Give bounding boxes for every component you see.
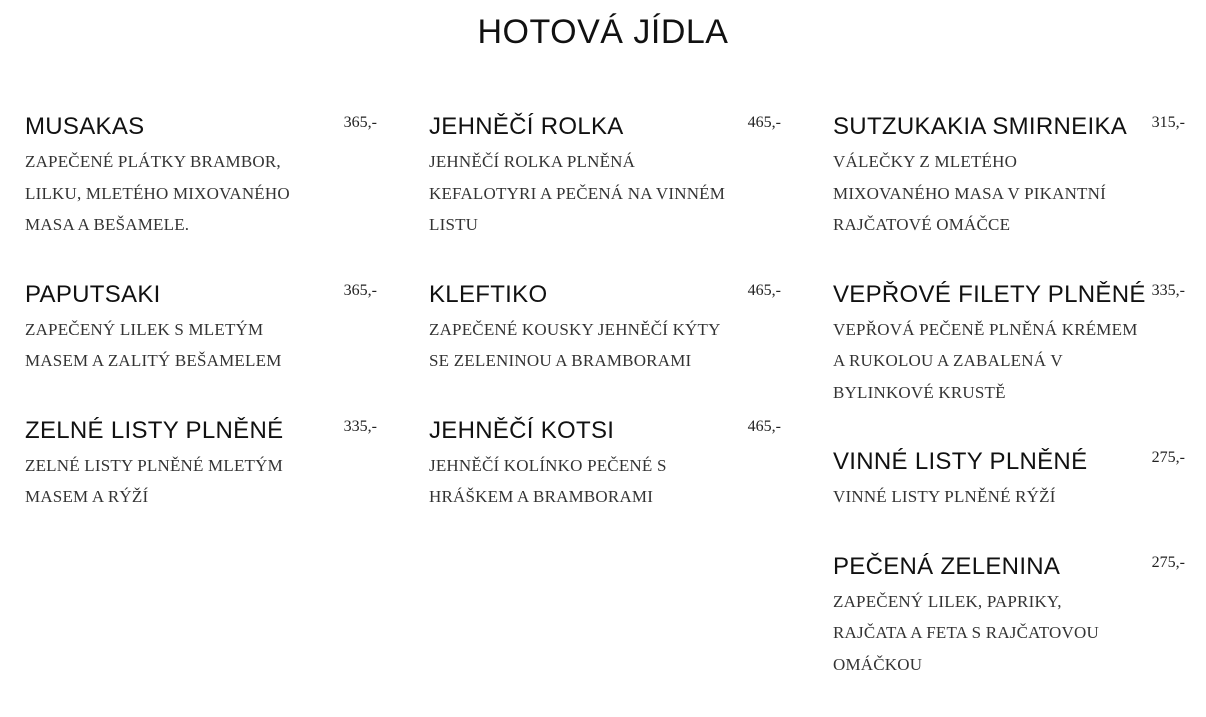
menu-column-3 [833,110,1185,717]
dish-description: VEPŘOVÁ PEČENĚ PLNĚNÁ KRÉMEM A RUKOLOU A ZABALENÁ V BYLINKOVÉ KRUSTĚ [833,319,1138,402]
dish-name: SUTZUKAKIA SMIRNEIKA [833,113,1128,140]
dish-price: 335,- [1151,281,1185,299]
menu-item [833,278,1185,409]
dish-name: ZELNÉ LISTY PLNĚNÉ [25,416,284,444]
dish-price: 365,- [343,114,377,131]
dish-name: PAPUTSAKI [25,280,161,308]
menu-column-1 [25,110,385,550]
menu-item [833,110,1185,241]
dish-name: VINNÉ LISTY PLNĚNÉ [833,448,1088,475]
dish-description: VÁLEČKY Z MLETÉHO MIXOVANÉHO MASA V PIKANTNÍ RAJČATOVÉ OMÁČCE [833,152,1106,234]
menu-item [429,110,789,241]
dish-price: 465,- [747,417,781,435]
dish-price: 365,- [343,281,377,299]
dish-name: KLEFTIKO [429,280,548,308]
dish-name: PEČENÁ ZELENINA [833,552,1061,580]
page-title: HOTOVÁ JÍDLA [477,13,729,51]
dish-name: VEPŘOVÉ FILETY PLNĚNÉ [833,280,1146,308]
dish-price: 275,- [1151,553,1185,571]
dish-description: JEHNĚČÍ ROLKA PLNĚNÁ KEFALOTYRI A PEČENÁ NA VINNÉM LISTU [429,152,726,234]
dish-description: ZAPEČENÝ LILEK S MLETÝM MASEM A ZALITÝ BEŠAMELEM [25,319,282,370]
dish-price: 275,- [1151,449,1185,466]
dish-description: ZAPEČENÉ KOUSKY JEHNĚČÍ KÝTY SE ZELENINOU A BRAMBORAMI [429,319,720,370]
dish-description: JEHNĚČÍ KOLÍNKO PEČENÉ S HRÁŠKEM A BRAMBORAMI [429,455,667,506]
dish-name: JEHNĚČÍ KOTSI [429,416,615,444]
menu-item [429,414,789,513]
menu-column-2 [429,110,789,550]
dish-description: VINNÉ LISTY PLNĚNÉ RÝŽÍ [833,487,1056,506]
dish-price: 335,- [343,417,377,435]
dish-price: 315,- [1151,114,1185,131]
dish-price: 465,- [747,114,781,131]
dish-name: MUSAKAS [25,113,145,140]
dish-price: 465,- [747,281,781,299]
dish-name: JEHNĚČÍ ROLKA [429,113,624,140]
menu-item [25,414,385,513]
menu-item [429,278,789,377]
dish-description: ZAPEČENÝ LILEK, PAPRIKY, RAJČATA A FETA S RAJČATOVOU OMÁČKOU [833,591,1099,674]
dish-description: ZELNÉ LISTY PLNĚNÉ MLETÝM MASEM A RÝŽÍ [25,455,283,506]
menu-item [833,445,1185,513]
menu-item [25,110,385,241]
menu-item [25,278,385,377]
dish-description: ZAPEČENÉ PLÁTKY BRAMBOR, LILKU, MLETÉHO MIXOVANÉHO MASA A BEŠAMELE. [25,152,290,234]
menu-item [833,550,1185,681]
